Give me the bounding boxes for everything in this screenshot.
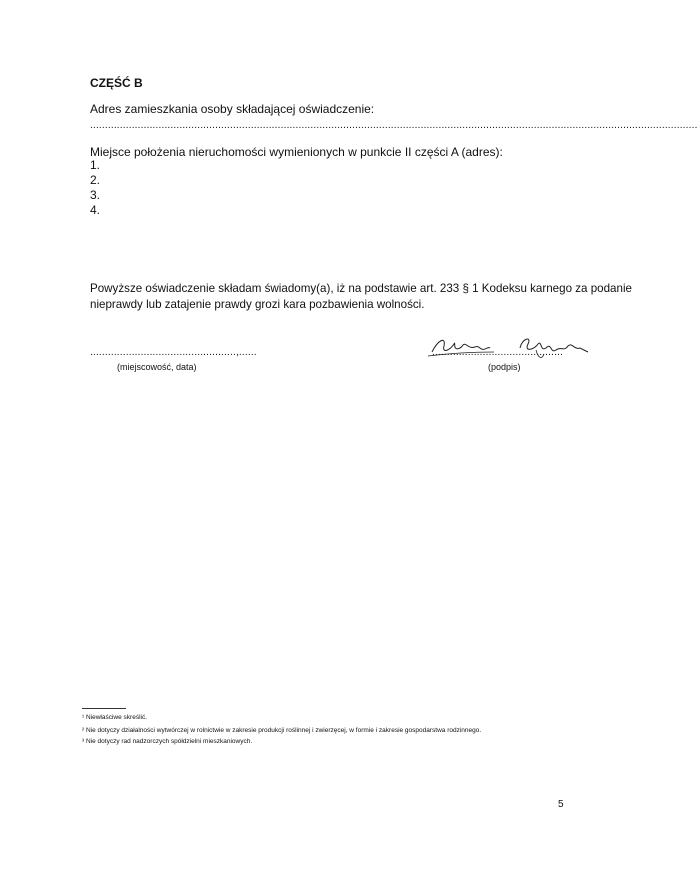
- place-date-caption: (miejscowość, data): [117, 362, 197, 372]
- footnote-1: ¹ Niewłaściwe skreślić.: [82, 714, 148, 721]
- footnote-3: ³ Nie dotyczy rad nadzorczych spółdzielni mieszkaniowych.: [82, 738, 253, 745]
- page-number: 5: [558, 799, 564, 810]
- signature-caption: (podpis): [488, 362, 521, 372]
- footnote-separator: [82, 708, 126, 709]
- property-item-2: 2.: [90, 173, 101, 187]
- property-label: Miejsce położenia nieruchomości wymienionych w punkcie II części A (adres):: [90, 145, 503, 159]
- address-label: Adres zamieszkania osoby składającej oświadczenie:: [90, 102, 375, 116]
- declaration-line-1: Powyższe oświadczenie składam świadomy(a), iż na podstawie art. 233 § 1 Kodeksu karnego za podanie: [90, 282, 632, 295]
- signature-dotted-line: ............................................: [432, 347, 564, 358]
- address-dotted-line: ............................................................................................................................................................................................................: [90, 120, 698, 131]
- property-item-1: 1.: [90, 158, 101, 172]
- declaration-line-2: nieprawdy lub zatajenie prawdy grozi kara pozbawienia wolności.: [90, 298, 425, 311]
- section-title: CZĘŚĆ B: [90, 76, 143, 90]
- place-date-dotted-line: .................................................,......: [90, 347, 257, 358]
- property-item-3: 3.: [90, 188, 101, 202]
- footnote-2: ² Nie dotyczy działalności wytwórczej w rolnictwie w zakresie produkcji roślinnej i zwierzęcej, w formie i zakresie gospodarstwa rodzinnego.: [82, 727, 482, 734]
- property-item-4: 4.: [90, 203, 101, 217]
